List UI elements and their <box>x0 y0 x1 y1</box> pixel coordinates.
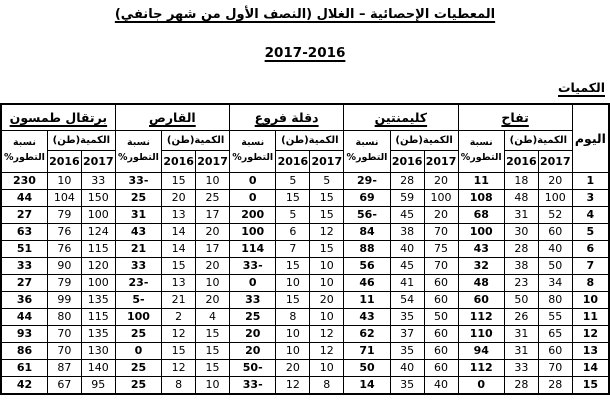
qty-2016-cell: 28 <box>504 376 538 394</box>
qty-2017-cell: 10 <box>196 274 230 291</box>
year-2016-header: 2016 <box>390 150 424 172</box>
pct-header-line1: نسبة <box>355 137 379 149</box>
qty-2017-cell: 130 <box>81 342 115 359</box>
qty-2016-cell: 15 <box>276 291 310 308</box>
qty-column-header: الكمية(طن) <box>390 130 458 150</box>
pct-cell: 44 <box>1 189 47 206</box>
qty-2016-cell: 90 <box>47 257 81 274</box>
qty-2017-cell: 100 <box>81 206 115 223</box>
fruit-column-header <box>115 104 229 130</box>
fruit-column-header-text: كليمنتين <box>374 109 428 125</box>
qty-2016-cell: 7 <box>276 240 310 257</box>
fruit-column-header-text: القارص <box>149 109 196 125</box>
year-2016-header: 2016 <box>276 150 310 172</box>
qty-2016-cell: 35 <box>390 342 424 359</box>
qty-2016-cell: 21 <box>162 291 196 308</box>
qty-2016-cell: 41 <box>390 274 424 291</box>
qty-2017-cell: 95 <box>81 376 115 394</box>
qty-2016-cell: 5 <box>276 206 310 223</box>
table-row <box>1 274 609 291</box>
day-cell: 15 <box>572 376 609 394</box>
qty-2016-cell: 13 <box>162 206 196 223</box>
qty-2016-cell: 12 <box>162 325 196 342</box>
pct-header-line1: نسبة <box>241 137 265 149</box>
quantities-section-label <box>0 80 610 95</box>
qty-2017-cell: 20 <box>424 172 458 189</box>
qty-2016-cell: 15 <box>162 172 196 189</box>
pct-cell: 200 <box>230 206 276 223</box>
qty-column-header: الكمية(طن) <box>276 130 344 150</box>
qty-2017-cell: 100 <box>81 274 115 291</box>
pct-cell: 0 <box>458 376 504 394</box>
pct-cell: 100 <box>458 223 504 240</box>
qty-2016-cell: 5 <box>276 172 310 189</box>
qty-2017-cell: 115 <box>81 240 115 257</box>
qty-2017-cell: 34 <box>538 274 572 291</box>
qty-2016-cell: 33 <box>504 359 538 376</box>
day-cell: 5 <box>572 223 609 240</box>
qty-2017-cell: 10 <box>310 274 344 291</box>
day-cell: 13 <box>572 342 609 359</box>
pct-cell: 84 <box>344 223 390 240</box>
qty-2017-cell: 40 <box>538 240 572 257</box>
pct-cell: 100 <box>115 308 161 325</box>
qty-2016-cell: 15 <box>276 189 310 206</box>
pct-cell: 5- <box>115 291 161 308</box>
qty-column-header: الكمية(طن) <box>162 130 230 150</box>
qty-2017-cell: 10 <box>310 308 344 325</box>
qty-2016-cell: 37 <box>390 325 424 342</box>
qty-2017-cell: 60 <box>424 325 458 342</box>
year-2017-header: 2017 <box>310 150 344 172</box>
qty-2017-cell: 25 <box>196 189 230 206</box>
day-cell: 7 <box>572 257 609 274</box>
pct-cell: 100 <box>230 223 276 240</box>
pct-cell: 61 <box>1 359 47 376</box>
pct-cell: 25 <box>230 308 276 325</box>
qty-2017-cell: 17 <box>196 240 230 257</box>
fruit-column-header-text: دقلة فروع <box>254 109 319 125</box>
table-row <box>1 223 609 240</box>
qty-2016-cell: 38 <box>504 257 538 274</box>
pct-cell: 27 <box>1 206 47 223</box>
pct-cell: 60 <box>458 291 504 308</box>
document-title <box>0 0 610 22</box>
qty-2016-cell: 80 <box>47 308 81 325</box>
qty-2016-cell: 99 <box>47 291 81 308</box>
pct-cell: 69 <box>344 189 390 206</box>
year-2017-header: 2017 <box>538 150 572 172</box>
qty-2016-cell: 67 <box>47 376 81 394</box>
qty-2017-cell: 60 <box>424 342 458 359</box>
pct-cell: 68 <box>458 206 504 223</box>
qty-2016-cell: 15 <box>162 342 196 359</box>
pct-cell: 44 <box>1 308 47 325</box>
qty-2017-cell: 12 <box>310 223 344 240</box>
qty-column-header: الكمية(طن) <box>504 130 572 150</box>
pct-header-line2: التطور% <box>232 152 274 163</box>
pct-cell: 230 <box>1 172 47 189</box>
qty-2017-cell: 100 <box>424 189 458 206</box>
table-row <box>1 359 609 376</box>
pct-cell: 112 <box>458 308 504 325</box>
qty-2017-cell: 70 <box>424 257 458 274</box>
qty-2016-cell: 30 <box>504 223 538 240</box>
header-row-measures <box>1 130 609 150</box>
qty-2016-cell: 45 <box>390 206 424 223</box>
pct-cell: 43 <box>344 308 390 325</box>
qty-2016-cell: 31 <box>504 325 538 342</box>
qty-2017-cell: 70 <box>424 223 458 240</box>
qty-2016-cell: 35 <box>390 376 424 394</box>
pct-cell: 93 <box>1 325 47 342</box>
pct-cell: 51 <box>1 240 47 257</box>
pct-column-header <box>230 130 276 172</box>
pct-cell: 14 <box>344 376 390 394</box>
qty-2017-cell: 20 <box>196 291 230 308</box>
pct-cell: 42 <box>1 376 47 394</box>
qty-2017-cell: 115 <box>81 308 115 325</box>
pct-cell: 56 <box>344 257 390 274</box>
qty-2017-cell: 40 <box>424 376 458 394</box>
qty-2016-cell: 12 <box>162 359 196 376</box>
qty-2017-cell: 50 <box>424 308 458 325</box>
qty-2017-cell: 60 <box>538 342 572 359</box>
qty-2017-cell: 8 <box>310 376 344 394</box>
pct-cell: 33 <box>230 291 276 308</box>
qty-2016-cell: 35 <box>390 308 424 325</box>
qty-2016-cell: 76 <box>47 240 81 257</box>
year-2016-header: 2016 <box>47 150 81 172</box>
qty-2017-cell: 60 <box>538 223 572 240</box>
pct-cell: 20 <box>230 342 276 359</box>
qty-2017-cell: 15 <box>310 206 344 223</box>
pct-header-line1: نسبة <box>13 137 36 149</box>
qty-2016-cell: 20 <box>276 359 310 376</box>
qty-2017-cell: 55 <box>538 308 572 325</box>
qty-2017-cell: 20 <box>424 206 458 223</box>
table-row <box>1 240 609 257</box>
table-row <box>1 172 609 189</box>
qty-2017-cell: 17 <box>196 206 230 223</box>
qty-2017-cell: 80 <box>538 291 572 308</box>
qty-2016-cell: 76 <box>47 223 81 240</box>
pct-cell: 50- <box>230 359 276 376</box>
pct-cell: 112 <box>458 359 504 376</box>
day-cell: 8 <box>572 274 609 291</box>
fruit-column-header <box>344 104 458 130</box>
pct-cell: 63 <box>1 223 47 240</box>
quantities-section-label-text: الكميات <box>558 80 605 95</box>
header-row-years <box>1 150 609 172</box>
day-cell: 3 <box>572 189 609 206</box>
table-body <box>1 172 609 394</box>
pct-cell: 33- <box>230 257 276 274</box>
qty-2016-cell: 31 <box>504 342 538 359</box>
qty-2017-cell: 150 <box>81 189 115 206</box>
qty-2016-cell: 10 <box>276 325 310 342</box>
pct-cell: 108 <box>458 189 504 206</box>
qty-2017-cell: 135 <box>81 291 115 308</box>
qty-2016-cell: 23 <box>504 274 538 291</box>
qty-2016-cell: 10 <box>276 342 310 359</box>
qty-2017-cell: 60 <box>424 274 458 291</box>
qty-2016-cell: 79 <box>47 206 81 223</box>
table-row <box>1 206 609 223</box>
day-column-header: اليوم <box>572 104 609 172</box>
qty-2017-cell: 12 <box>310 325 344 342</box>
qty-2017-cell: 60 <box>424 291 458 308</box>
qty-2016-cell: 40 <box>390 240 424 257</box>
qty-2016-cell: 2 <box>162 308 196 325</box>
qty-2017-cell: 124 <box>81 223 115 240</box>
pct-cell: 25 <box>115 376 161 394</box>
pct-cell: 0 <box>230 189 276 206</box>
pct-cell: 71 <box>344 342 390 359</box>
qty-2017-cell: 10 <box>196 172 230 189</box>
pct-cell: 46 <box>344 274 390 291</box>
qty-2017-cell: 20 <box>196 223 230 240</box>
qty-2016-cell: 8 <box>162 376 196 394</box>
qty-2017-cell: 10 <box>196 376 230 394</box>
pct-header-line2: التطور% <box>346 152 388 163</box>
table-row <box>1 376 609 394</box>
year-2016-header: 2016 <box>162 150 196 172</box>
pct-cell: 36 <box>1 291 47 308</box>
qty-2016-cell: 8 <box>276 308 310 325</box>
qty-2017-cell: 15 <box>196 359 230 376</box>
qty-2017-cell: 33 <box>81 172 115 189</box>
pct-cell: 29- <box>344 172 390 189</box>
pct-cell: 21 <box>115 240 161 257</box>
fruit-column-header <box>1 104 115 130</box>
qty-2016-cell: 45 <box>390 257 424 274</box>
qty-2017-cell: 15 <box>310 240 344 257</box>
qty-2016-cell: 31 <box>504 206 538 223</box>
table-header <box>1 104 609 172</box>
qty-2016-cell: 15 <box>162 257 196 274</box>
pct-column-header <box>1 130 47 172</box>
table-row <box>1 189 609 206</box>
pct-cell: 86 <box>1 342 47 359</box>
qty-2017-cell: 70 <box>538 359 572 376</box>
qty-2017-cell: 15 <box>196 342 230 359</box>
day-cell: 6 <box>572 240 609 257</box>
document-title-text: المعطيات الإحصائية – الغلال (النصف الأول من شهر جانفي) <box>114 7 496 22</box>
qty-2016-cell: 28 <box>390 172 424 189</box>
qty-2016-cell: 14 <box>162 240 196 257</box>
qty-2016-cell: 50 <box>504 291 538 308</box>
qty-2017-cell: 15 <box>196 325 230 342</box>
pct-cell: 23- <box>115 274 161 291</box>
pct-cell: 11 <box>458 172 504 189</box>
pct-column-header <box>115 130 161 172</box>
qty-2017-cell: 120 <box>81 257 115 274</box>
qty-column-header: الكمية(طن) <box>47 130 115 150</box>
qty-2016-cell: 20 <box>162 189 196 206</box>
qty-2017-cell: 12 <box>310 342 344 359</box>
qty-2017-cell: 28 <box>538 376 572 394</box>
fruit-column-header-text: تفاح <box>501 109 529 125</box>
pct-cell: 0 <box>230 172 276 189</box>
qty-2017-cell: 4 <box>196 308 230 325</box>
pct-column-header <box>344 130 390 172</box>
pct-cell: 50 <box>344 359 390 376</box>
pct-header-line2: التطور% <box>118 152 159 163</box>
qty-2017-cell: 20 <box>538 172 572 189</box>
year-2017-header: 2017 <box>81 150 115 172</box>
pct-cell: 94 <box>458 342 504 359</box>
qty-2016-cell: 38 <box>390 223 424 240</box>
qty-2016-cell: 70 <box>47 325 81 342</box>
day-cell: 10 <box>572 291 609 308</box>
qty-2017-cell: 52 <box>538 206 572 223</box>
day-cell: 12 <box>572 325 609 342</box>
pct-cell: 88 <box>344 240 390 257</box>
qty-2017-cell: 15 <box>310 189 344 206</box>
qty-2017-cell: 10 <box>310 359 344 376</box>
season-label <box>0 45 610 61</box>
qty-2016-cell: 12 <box>276 376 310 394</box>
pct-header-line2: التطور% <box>4 152 45 163</box>
pct-cell: 43 <box>458 240 504 257</box>
fruit-column-header <box>458 104 572 130</box>
year-2017-header: 2017 <box>196 150 230 172</box>
qty-2017-cell: 20 <box>196 257 230 274</box>
header-row-fruits <box>1 104 609 130</box>
qty-2016-cell: 18 <box>504 172 538 189</box>
pct-cell: 25 <box>115 325 161 342</box>
qty-2016-cell: 104 <box>47 189 81 206</box>
pct-cell: 114 <box>230 240 276 257</box>
pct-cell: 27 <box>1 274 47 291</box>
pct-cell: 43 <box>115 223 161 240</box>
qty-2016-cell: 28 <box>504 240 538 257</box>
qty-2017-cell: 135 <box>81 325 115 342</box>
day-cell: 14 <box>572 359 609 376</box>
quantities-table <box>0 103 610 395</box>
qty-2016-cell: 13 <box>162 274 196 291</box>
pct-column-header <box>458 130 504 172</box>
qty-2017-cell: 140 <box>81 359 115 376</box>
qty-2017-cell: 60 <box>424 359 458 376</box>
pct-cell: 0 <box>115 342 161 359</box>
qty-2017-cell: 75 <box>424 240 458 257</box>
fruit-column-header <box>230 104 344 130</box>
qty-2017-cell: 100 <box>538 189 572 206</box>
fruit-column-header-text: برتقال طمسون <box>9 109 108 125</box>
qty-2016-cell: 10 <box>47 172 81 189</box>
qty-2016-cell: 79 <box>47 274 81 291</box>
qty-2016-cell: 48 <box>504 189 538 206</box>
table-row <box>1 257 609 274</box>
season-label-text: 2017-2016 <box>264 45 346 61</box>
pct-cell: 62 <box>344 325 390 342</box>
pct-cell: 110 <box>458 325 504 342</box>
day-cell: 1 <box>572 172 609 189</box>
pct-cell: 31 <box>115 206 161 223</box>
day-cell: 11 <box>572 308 609 325</box>
qty-2016-cell: 6 <box>276 223 310 240</box>
qty-2016-cell: 10 <box>276 274 310 291</box>
qty-2016-cell: 87 <box>47 359 81 376</box>
pct-header-line1: نسبة <box>127 137 150 149</box>
qty-2016-cell: 59 <box>390 189 424 206</box>
qty-2017-cell: 20 <box>310 291 344 308</box>
pct-cell: 33- <box>230 376 276 394</box>
pct-cell: 32 <box>458 257 504 274</box>
pct-header-line2: التطور% <box>460 152 502 163</box>
qty-2016-cell: 54 <box>390 291 424 308</box>
year-2017-header: 2017 <box>424 150 458 172</box>
pct-cell: 33 <box>115 257 161 274</box>
qty-2017-cell: 5 <box>310 172 344 189</box>
table-row <box>1 342 609 359</box>
pct-cell: 0 <box>230 274 276 291</box>
pct-cell: 25 <box>115 359 161 376</box>
pct-header-line1: نسبة <box>469 137 493 149</box>
table-row <box>1 325 609 342</box>
qty-2017-cell: 65 <box>538 325 572 342</box>
pct-cell: 48 <box>458 274 504 291</box>
pct-cell: 33- <box>115 172 161 189</box>
qty-2016-cell: 70 <box>47 342 81 359</box>
qty-2016-cell: 15 <box>276 257 310 274</box>
qty-2016-cell: 14 <box>162 223 196 240</box>
pct-cell: 11 <box>344 291 390 308</box>
pct-cell: 56- <box>344 206 390 223</box>
table-row <box>1 291 609 308</box>
qty-2017-cell: 10 <box>310 257 344 274</box>
qty-2017-cell: 50 <box>538 257 572 274</box>
year-2016-header: 2016 <box>504 150 538 172</box>
pct-cell: 25 <box>115 189 161 206</box>
qty-2016-cell: 26 <box>504 308 538 325</box>
pct-cell: 20 <box>230 325 276 342</box>
table-row <box>1 308 609 325</box>
pct-cell: 33 <box>1 257 47 274</box>
day-cell: 4 <box>572 206 609 223</box>
qty-2016-cell: 40 <box>390 359 424 376</box>
